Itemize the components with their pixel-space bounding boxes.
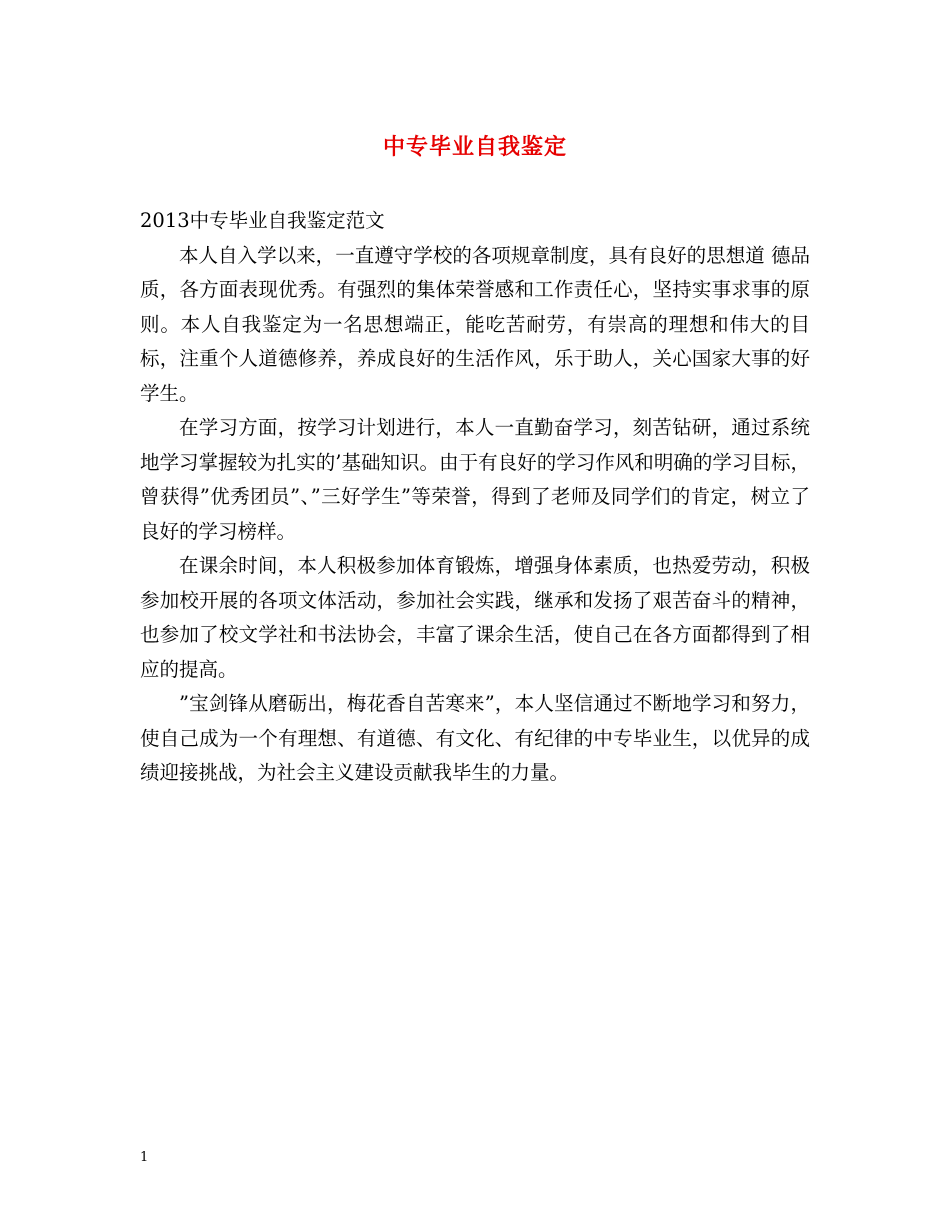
page-number: 1 [140, 1150, 149, 1165]
document-subtitle: 2013中专毕业自我鉴定范文 [140, 209, 385, 232]
paragraph-3: 在课余时间，本人积极参加体育锻炼，增强身体素质，也热爱劳动，积极参加校开展的各项文体活动，参加社会实践，继承和发扬了艰苦奋斗的精神，也参加了校文学社和书法协会，丰富了课余生活，使自己在各方面都得到了相应的提高。 [140, 554, 810, 681]
paragraph-1: 本人自入学以来，一直遵守学校的各项规章制度，具有良好的思想道 德品质，各方面表现优秀。有强烈的集体荣誉感和工作责任心，坚持实事求事的原则。本人自我鉴定为一名思想端正，能吃苦耐劳，有崇高的理想和伟大的目标，注重个人道德修养，养成良好的生活作风，乐于助人，关心国家大事的好学生。 [140, 243, 810, 405]
paragraph-4: ”宝剑锋从磨砺出，梅花香自苦寒来”，本人坚信通过不断地学习和努力，使自己成为一个有理想、有道德、有文化、有纪律的中专毕业生，以优异的成绩迎接挑战，为社会主义建设贡献我毕生的力量。 [140, 692, 810, 784]
paragraph-2: 在学习方面，按学习计划进行，本人一直勤奋学习，刻苦钻研，通过系统地学习掌握较为扎实的’基础知识。由于有良好的学习作风和明确的学习目标，曾获得”优秀团员”、”三好学生”等荣誉，得到了老师及同学们的肯定，树立了良好的学习榜样。 [140, 416, 810, 543]
document-body [140, 204, 810, 791]
document-title: 中专毕业自我鉴定 [382, 134, 567, 160]
